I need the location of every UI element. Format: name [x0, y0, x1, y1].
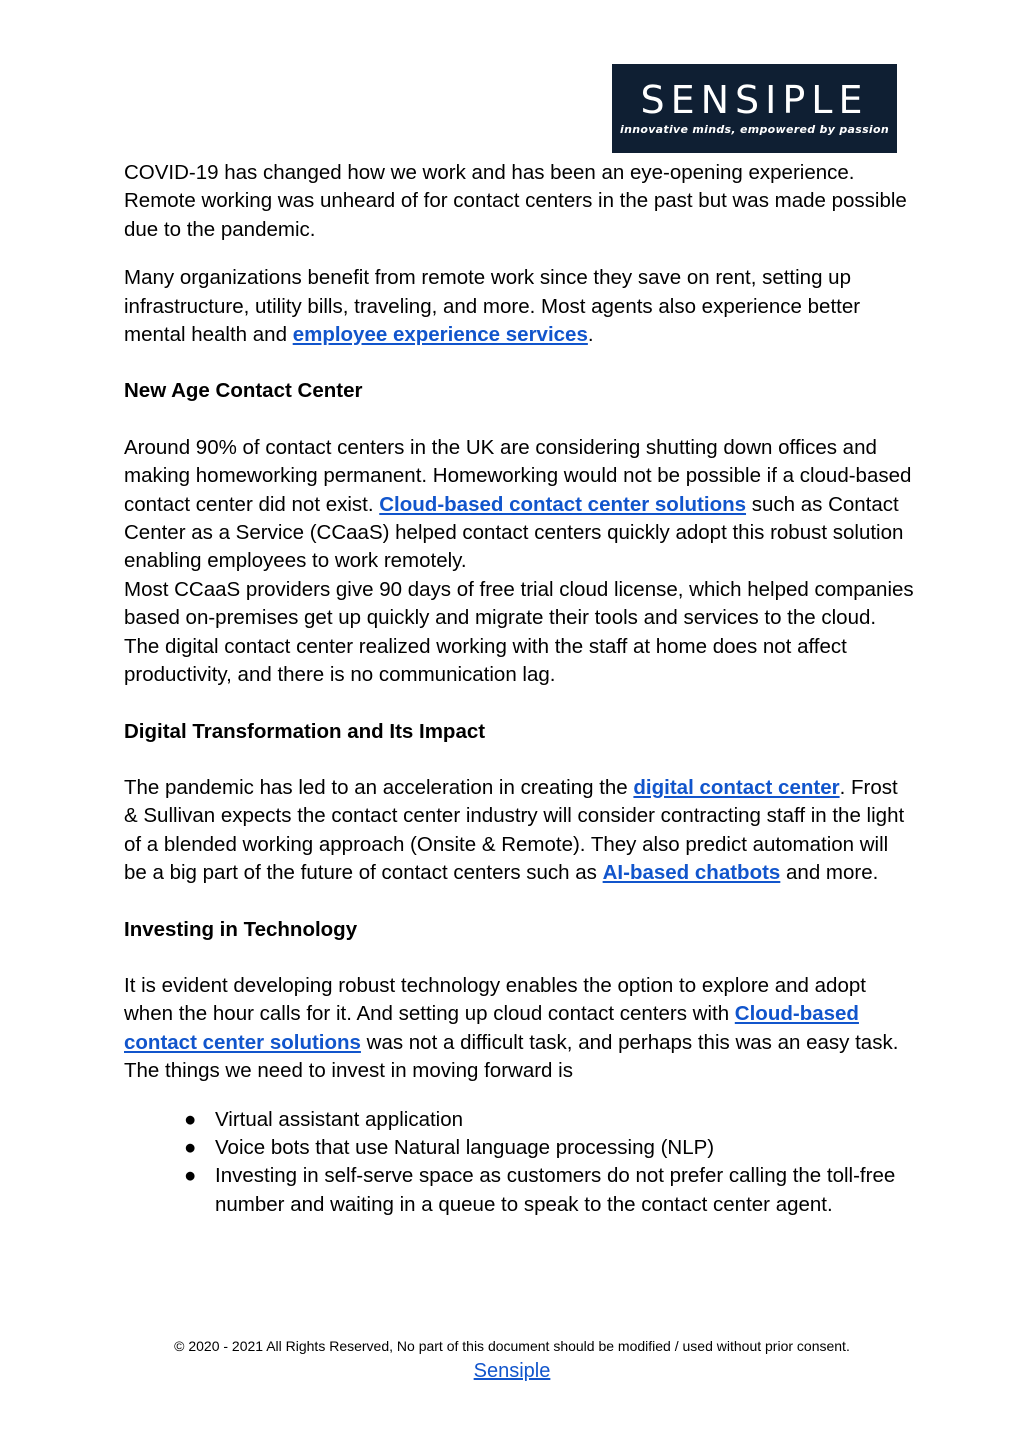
sensiple-footer-link[interactable]: Sensiple [473, 1360, 551, 1382]
list-item [184, 1106, 914, 1134]
text-span: It is evident developing robust technology enables the option to explore and adopt when the hour calls for it. And setting up cloud contact centers with [124, 973, 866, 1026]
list-item-text: Voice bots that use Natural language processing (NLP) [215, 1135, 715, 1159]
intro-paragraph-2 [124, 264, 914, 349]
text-span: such as Contact Center as a Service (CCaaS) helped contact centers quickly adopt this robust solution enabling employees to work remotely. [124, 492, 904, 573]
copyright-text: © 2020 - 2021 All Rights Reserved, No part of this document should be modified / used without prior consent. [174, 1338, 850, 1354]
list-item [184, 1134, 914, 1162]
text-span: The pandemic has led to an acceleration in creating the [124, 775, 634, 799]
bullet-icon: ● [184, 1164, 197, 1188]
cloud-solutions-link-2[interactable]: Cloud-based contact center solutions [124, 1002, 859, 1054]
ai-chatbots-link[interactable]: AI-based chatbots [602, 861, 781, 885]
digital-contact-center-link[interactable]: digital contact center [633, 775, 840, 799]
list-item-text: Investing in self-serve space as customers do not prefer calling the toll-free number and waiting in a queue to speak to the contact center agent. [215, 1164, 896, 1216]
section-heading-new-age: New Age Contact Center [124, 379, 363, 403]
text-span: was not a difficult task, and perhaps this was an easy task. [360, 1030, 899, 1054]
section-heading-investing: Investing in Technology [124, 917, 358, 941]
section1-paragraph-1 [124, 434, 914, 576]
cloud-solutions-link[interactable]: Cloud-based contact center solutions [379, 492, 747, 516]
document-body [124, 159, 914, 1219]
text-span: . Frost & Sullivan expects the contact center industry will consider contracting staff in the light of a blended working approach (Onsite & Remote). They also predict automation will be a big part of the future of contact centers such as [124, 775, 905, 885]
section-heading-digital-transformation: Digital Transformation and Its Impact [124, 719, 486, 743]
text-span: and more. [780, 861, 879, 885]
section2-paragraph [124, 774, 914, 888]
text-span: Many organizations benefit from remote work since they save on rent, setting up infrastructure, utility bills, traveling, and more. Most agents also experience better mental health and [124, 266, 861, 347]
logo-tagline: innovative minds, empowered by passion [620, 123, 889, 136]
intro-paragraph-1: COVID-19 has changed how we work and has been an eye-opening experience. Remote working was unheard of for contact centers in the past but was made possible due to the pandemic. [124, 161, 907, 241]
text-span: . [587, 323, 594, 347]
logo-wordmark: SENSIPLE [640, 78, 869, 122]
section3-paragraph-1 [124, 972, 914, 1057]
list-item-text: Virtual assistant application [215, 1107, 464, 1131]
sensiple-logo [612, 64, 897, 153]
employee-experience-link[interactable]: employee experience services [292, 323, 588, 347]
investment-list [124, 1106, 914, 1220]
text-span: Around 90% of contact centers in the UK are considering shutting down offices and making homeworking permanent. Homeworking would not be possible if a cloud-based contact center did not exist. [124, 435, 912, 516]
section3-paragraph-2: The things we need to invest in moving forward is [124, 1059, 573, 1083]
page-footer [0, 1336, 1024, 1384]
bullet-icon: ● [184, 1135, 197, 1159]
list-item [184, 1162, 914, 1219]
bullet-icon: ● [184, 1107, 197, 1131]
section1-paragraph-2: Most CCaaS providers give 90 days of free trial cloud license, which helped companies based on-premises get up quickly and migrate their tools and services to the cloud. The digital contact center realized working with the staff at home does not affect productivity, and there is no communication lag. [124, 577, 914, 687]
